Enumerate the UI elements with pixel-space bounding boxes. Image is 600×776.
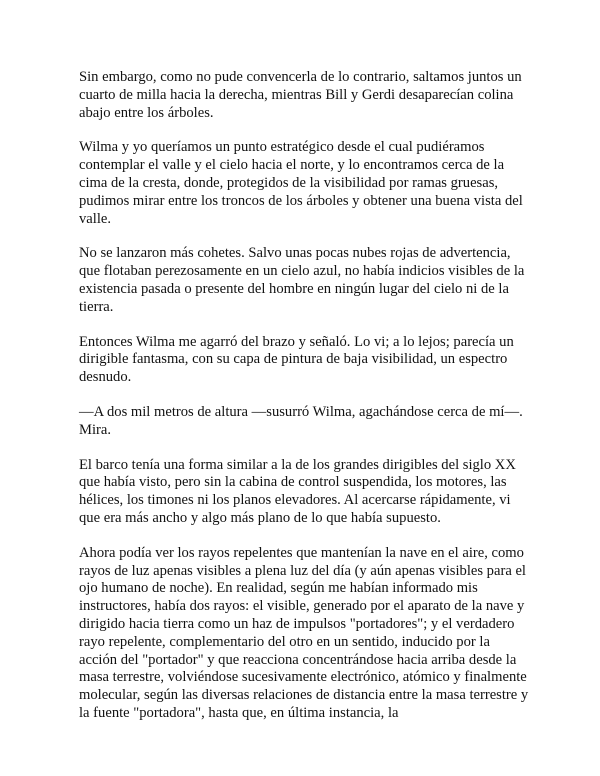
paragraph: Wilma y yo queríamos un punto estratégico desde el cual pudiéramos contemplar el valle y el cielo hacia el norte, y lo encontramos cerca de la cima de la cresta, donde, protegidos de la visibilidad por ramas gruesas, pudimos mirar entre los troncos de los árboles y obtener una buena vista del valle. xyxy=(79,139,523,227)
paragraph: Entonces Wilma me agarró del brazo y señaló. Lo vi; a lo lejos; parecía un dirigible fantasma, con su capa de pintura de baja visibilidad, un espectro desnudo. xyxy=(79,333,514,386)
document-page xyxy=(79,69,531,740)
paragraph: No se lanzaron más cohetes. Salvo unas pocas nubes rojas de advertencia, que flotaban perezosamente en un cielo azul, no había indicios visibles de la existencia pasada o presente del hombre en ningún lugar del cielo ni de la tierra. xyxy=(79,245,525,315)
paragraph: Sin embargo, como no pude convencerla de lo contrario, saltamos juntos un cuarto de milla hacia la derecha, mientras Bill y Gerdi desaparecían colina abajo entre los árboles. xyxy=(79,69,522,121)
paragraph: —A dos mil metros de altura —susurró Wilma, agachándose cerca de mí—. Mira. xyxy=(79,403,523,438)
paragraph: El barco tenía una forma similar a la de los grandes dirigibles del siglo XX que había visto, pero sin la cabina de control suspendida, los motores, las hélices, los timones ni los planos elevadores. Al acercarse rápidamente, vi que era más ancho y algo más plano de lo que había supuesto. xyxy=(79,456,516,526)
paragraph: Ahora podía ver los rayos repelentes que mantenían la nave en el aire, como rayos de luz apenas visibles a plena luz del día (y aún apenas visibles para el ojo humano de noche). En realidad, según me habían informado mis instructores, había dos rayos: el visible, generado por el aparato de la nave y dirigido hacia tierra como un haz de impulsos "portadores"; y el verdadero rayo repelente, complementario del otro en un sentido, inducido por la acción del "portador" y que reacciona concentrándose hacia arriba desde la masa terrestre, volviéndose sucesivamente electrónico, atómico y finalmente molecular, según las diversas relaciones de distancia entre la masa terrestre y la fuente "portadora", hasta que, en última instancia, la xyxy=(79,544,529,721)
